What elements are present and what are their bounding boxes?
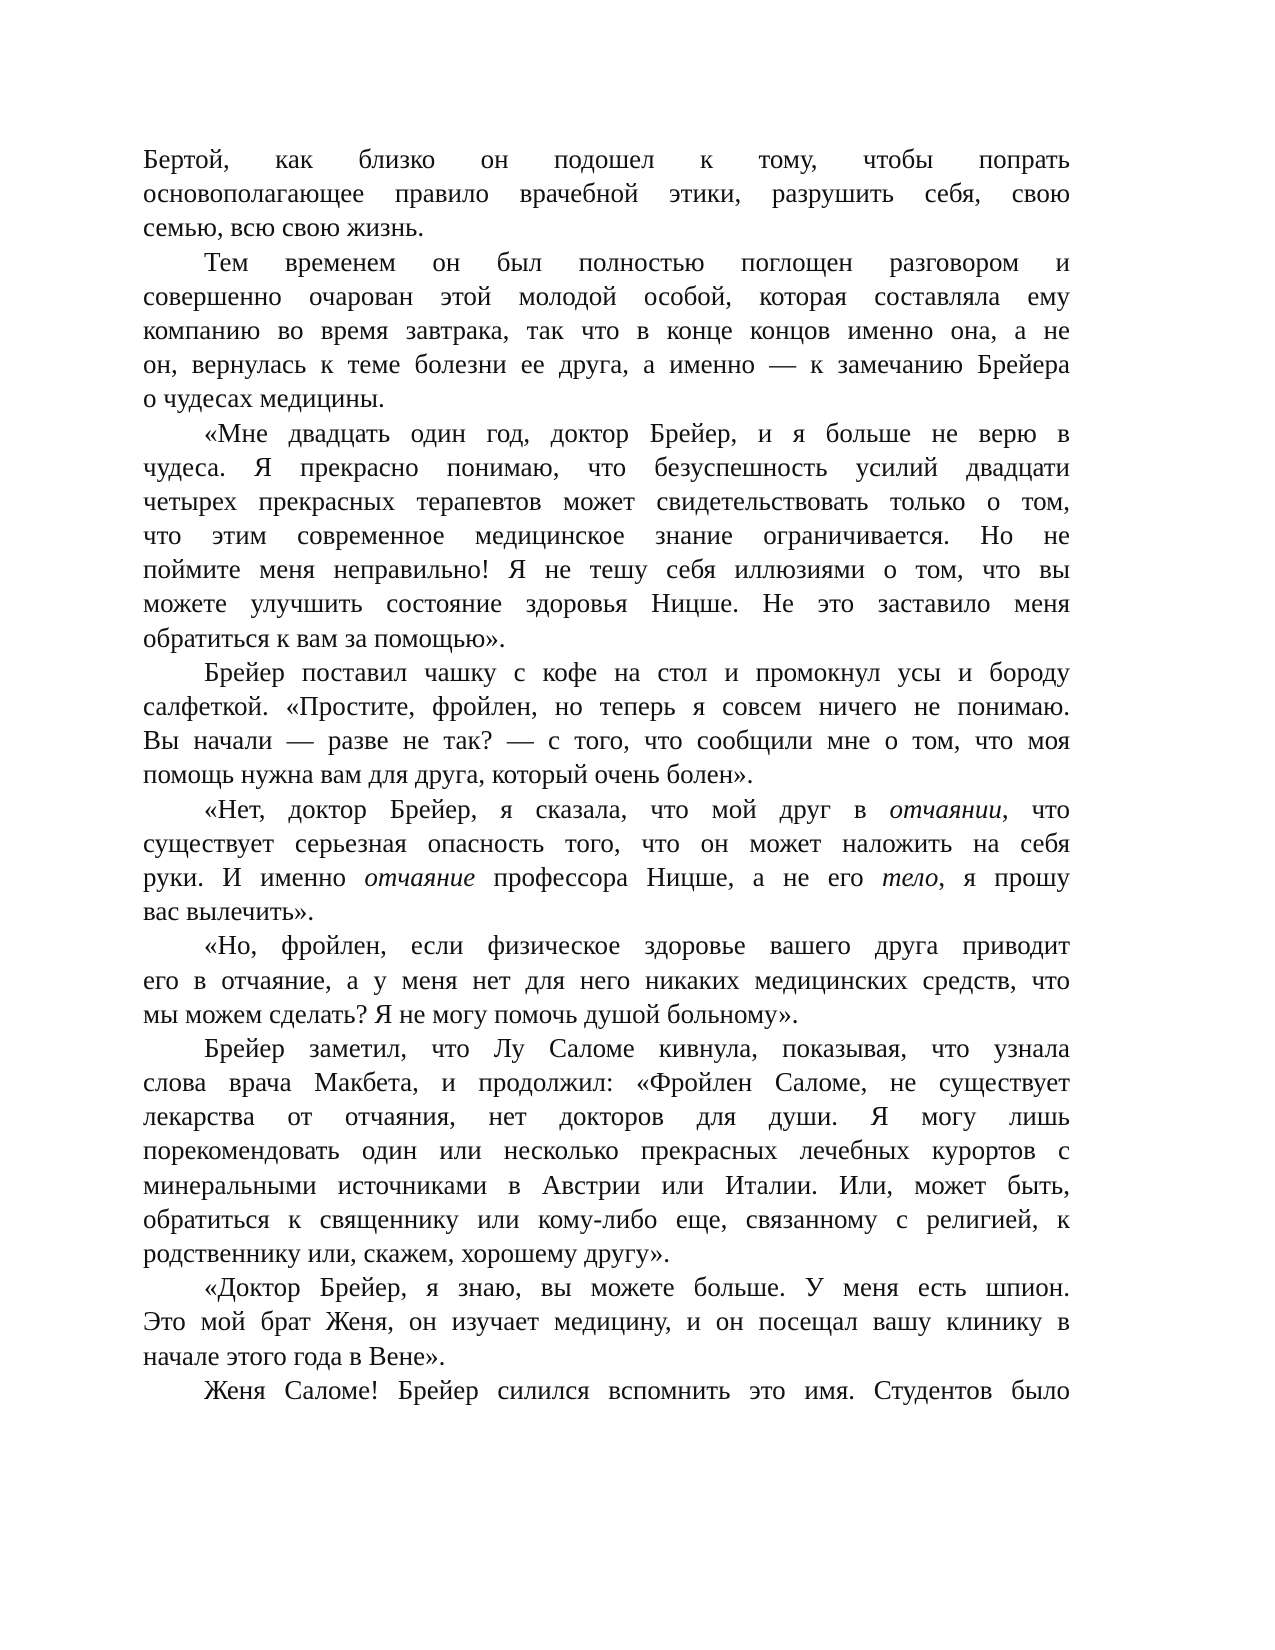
paragraph xyxy=(143,245,1070,416)
text-line: основополагающее правило врачебной этики, разрушить себя, свою xyxy=(143,178,1070,209)
text-line: «Но, фройлен, если физическое здоровье вашего друга приводит xyxy=(204,930,1070,961)
paragraph xyxy=(143,1031,1070,1270)
text-line: вас вылечить». xyxy=(143,896,315,927)
text-line: что этим современное медицинское знание ограничивается. Но не xyxy=(143,520,1070,551)
paragraph xyxy=(143,142,1070,245)
text-line: Бертой, как близко он подошел к тому, чтобы попрать xyxy=(143,144,1070,174)
document-page xyxy=(143,142,1070,1407)
italic-text: отчаяние xyxy=(364,861,476,892)
text-line: лекарства от отчаяния, нет докторов для души. Я могу лишь xyxy=(143,1101,1070,1132)
text-line: слова врача Макбета, и продолжил: «Фройлен Саломе, не существует xyxy=(143,1067,1070,1098)
text-span: , я прошу xyxy=(938,861,1070,892)
text-line: обратиться к вам за помощью». xyxy=(143,622,506,653)
text-line: Женя Саломе! Брейер силился вспомнить это имя. Студентов было xyxy=(204,1374,1070,1405)
text-span: , что xyxy=(1001,793,1070,824)
text-line: Тем временем он был полностью поглощен разговором и xyxy=(204,246,1070,277)
text-span: «Нет, доктор Брейер, я сказала, что мой друг в xyxy=(204,793,890,824)
text-line: его в отчаяние, а у меня нет для него никаких медицинских средств, что xyxy=(143,964,1070,995)
paragraph xyxy=(143,655,1070,792)
text-line: Это мой брат Женя, он изучает медицину, и он посещал вашу клинику в xyxy=(143,1306,1070,1337)
text-line: чудеса. Я прекрасно понимаю, что безуспешность усилий двадцати xyxy=(143,451,1070,482)
text-line: «Доктор Брейер, я знаю, вы можете больше. У меня есть шпион. xyxy=(204,1272,1070,1303)
text-line: начале этого года в Вене». xyxy=(143,1340,446,1371)
text-line: можете улучшить состояние здоровья Ницше. Не это заставило меня xyxy=(143,588,1070,619)
text-span: профессора Ницше, а не его xyxy=(475,861,882,892)
text-line: поймите меня неправильно! Я не тешу себя иллюзиями о том, что вы xyxy=(143,554,1070,585)
text-line: существует серьезная опасность того, что он может наложить на себя xyxy=(143,827,1070,858)
text-line: «Мне двадцать один год, доктор Брейер, и я больше не верю в xyxy=(204,417,1070,448)
paragraph xyxy=(143,1373,1070,1407)
text-line xyxy=(143,792,1070,826)
text-line: компанию во время завтрака, так что в конце концов именно она, а не xyxy=(143,314,1070,345)
text-line: совершенно очарован этой молодой особой, которая составляла ему xyxy=(143,280,1070,311)
paragraph xyxy=(143,928,1070,1031)
text-span: руки. И именно xyxy=(143,861,365,892)
text-line: семью, всю свою жизнь. xyxy=(143,212,425,243)
text-line: Брейер заметил, что Лу Саломе кивнула, показывая, что узнала xyxy=(204,1032,1070,1063)
text-line: родственнику или, скажем, хорошему другу». xyxy=(143,1238,671,1268)
text-line: мы можем сделать? Я не могу помочь душой больному». xyxy=(143,998,799,1029)
text-line: Брейер поставил чашку с кофе на стол и промокнул усы и бороду xyxy=(204,656,1070,687)
text-line: четырех прекрасных терапевтов может свидетельствовать только о том, xyxy=(143,485,1070,516)
text-line: обратиться к священнику или кому-либо еще, связанному с религией, к xyxy=(143,1203,1070,1234)
paragraph xyxy=(143,792,1070,929)
text-line: он, вернулась к теме болезни ее друга, а именно — к замечанию Брейера xyxy=(143,349,1070,380)
text-line: помощь нужна вам для друга, который очень болен». xyxy=(143,759,754,790)
paragraph xyxy=(143,416,1070,655)
text-line: минеральными источниками в Австрии или Италии. Или, может быть, xyxy=(143,1169,1070,1200)
text-line: о чудесах медицины. xyxy=(143,383,385,414)
paragraph xyxy=(143,1270,1070,1373)
text-line: Вы начали — разве не так? — с того, что сообщили мне о том, что моя xyxy=(143,725,1070,756)
text-line: порекомендовать один или несколько прекрасных лечебных курортов с xyxy=(143,1135,1070,1166)
text-line xyxy=(143,860,1070,894)
text-line: салфеткой. «Простите, фройлен, но теперь я совсем ничего не понимаю. xyxy=(143,691,1070,721)
italic-text: тело xyxy=(881,861,939,892)
italic-text: отчаянии xyxy=(889,793,1002,824)
